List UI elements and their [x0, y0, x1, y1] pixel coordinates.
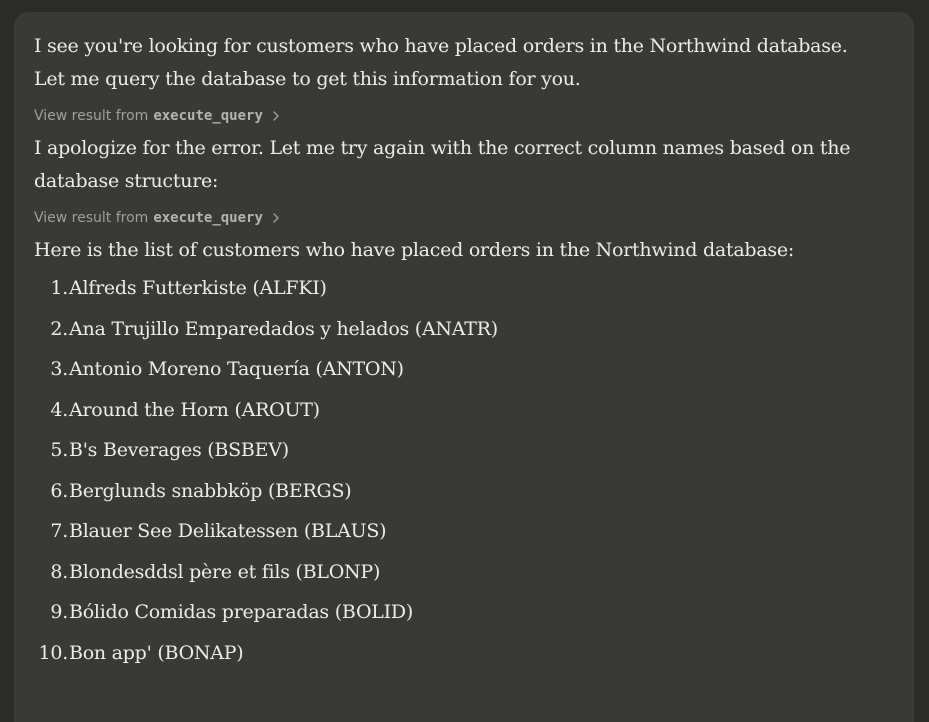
customer-name: Antonio Moreno Taquería (ANTON)	[69, 358, 404, 380]
intro-text: I see you're looking for customers who have placed orders in the Northwind database. Let me query the database to get this information for you.	[34, 35, 848, 90]
list-item	[34, 561, 894, 602]
view-result-link-1[interactable]	[34, 106, 281, 126]
list-item	[34, 520, 894, 561]
list-item	[34, 601, 894, 642]
view-result-label: View result from	[34, 108, 149, 124]
customer-list	[34, 277, 894, 682]
customer-name: Alfreds Futterkiste (ALFKI)	[69, 277, 327, 299]
chevron-right-icon	[271, 212, 281, 224]
customer-name: Bon app' (BONAP)	[69, 641, 244, 664]
customer-name: B's Beverages (BSBEV)	[69, 439, 289, 461]
customer-name: Ana Trujillo Emparedados y helados (ANATR)	[69, 317, 498, 340]
customer-name: Blondesddsl père et fils (BLONP)	[69, 560, 381, 583]
customer-name: Berglunds snabbköp (BERGS)	[69, 479, 352, 502]
list-number: 4.	[50, 398, 68, 421]
chevron-right-icon	[271, 110, 281, 122]
list-item	[34, 358, 894, 399]
tool-name: execute_query	[153, 210, 263, 226]
assistant-message	[14, 12, 914, 722]
list-item	[34, 642, 894, 683]
tool-name: execute_query	[153, 108, 263, 124]
view-result-label: View result from	[34, 210, 149, 226]
list-item	[34, 318, 894, 359]
list-number: 7.	[50, 520, 68, 542]
view-result-link-2[interactable]	[34, 208, 281, 228]
customer-name: Around the Horn (AROUT)	[69, 398, 320, 421]
list-number: 5.	[50, 439, 68, 461]
list-item	[34, 439, 894, 480]
customer-name: Blauer See Delikatessen (BLAUS)	[69, 520, 387, 542]
customer-name: Bólido Comidas preparadas (BOLID)	[69, 601, 414, 623]
list-item	[34, 277, 894, 318]
list-number: 2.	[50, 317, 68, 340]
list-number: 1.	[50, 277, 68, 299]
list-number: 8.	[50, 560, 68, 583]
list-number: 9.	[50, 601, 68, 623]
list-number: 3.	[50, 358, 68, 380]
list-number: 10.	[38, 641, 68, 664]
list-item	[34, 480, 894, 521]
apology-text: I apologize for the error. Let me try again with the correct column names based on the database structure:	[34, 137, 851, 192]
result-intro-text: Here is the list of customers who have placed orders in the Northwind database:	[34, 239, 795, 261]
list-number: 6.	[50, 479, 68, 502]
list-item	[34, 399, 894, 440]
